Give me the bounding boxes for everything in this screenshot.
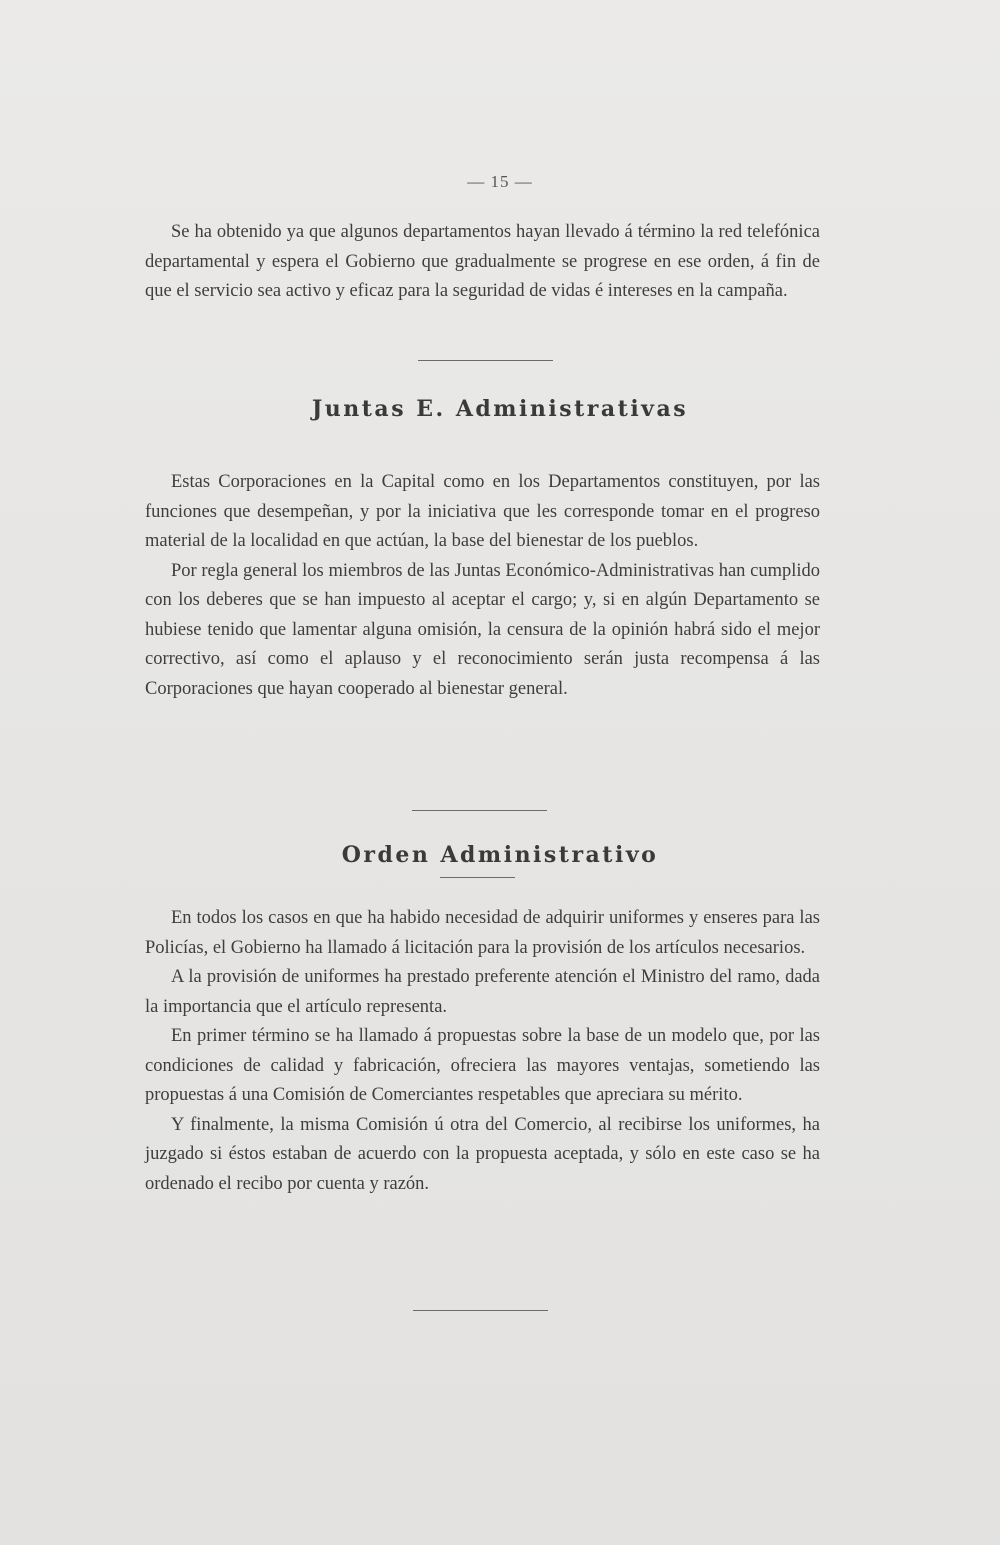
paragraph: En todos los casos en que ha habido necesidad de adquirir uniformes y enseres para las Policías, el Gobierno ha llamado á licitación para la provisión de los artículos necesarios. xyxy=(145,908,820,958)
paragraph: Por regla general los miembros de las Juntas Económico-Administrativas han cumplido con los deberes que se han impuesto al aceptar el cargo; y, si en algún Departamento se hubiese tenido que lamentar alguna omisión, la censura de la opinión habrá sido el mejor correctivo, así como el aplauso y el reconocimiento serán justa recompensa á las Corporaciones que hayan cooperado al bienestar general. xyxy=(145,560,820,699)
paragraph: A la provisión de uniformes ha prestado preferente atención el Ministro del ramo, dada la importancia que el artículo representa. xyxy=(145,967,820,1017)
paragraph: Estas Corporaciones en la Capital como en los Departamentos constituyen, por las funciones que desempeñan, y por la iniciativa que les corresponde tomar en el progreso material de la localidad en que actúan, la base del bienestar de los pueblos. xyxy=(145,472,820,551)
divider xyxy=(412,810,547,811)
divider xyxy=(413,1310,548,1311)
section-juntas-text xyxy=(145,468,820,704)
page-number: — 15 — xyxy=(467,172,533,191)
section-heading-juntas: Juntas E. Administrativas xyxy=(311,396,689,422)
heading-underline xyxy=(440,877,515,878)
divider xyxy=(418,360,553,361)
paragraph: En primer término se ha llamado á propuestas sobre la base de un modelo que, por las condiciones de calidad y fabricación, ofreciera las mayores ventajas, sometiendo las propuestas á una Comisión de Comerciantes respetables que apreciara su mérito. xyxy=(145,1026,820,1105)
paragraph: Y finalmente, la misma Comisión ú otra del Comercio, al recibirse los uniformes, ha juzgado si éstos estaban de acuerdo con la propuesta aceptada, y sólo en este caso se ha ordenado el recibo por cuenta y razón. xyxy=(145,1114,820,1194)
paragraph: Se ha obtenido ya que algunos departamentos hayan llevado á término la red telefónica departamental y espera el Gobierno que gradualmente se progrese en ese orden, á fin de que el servicio sea activo y eficaz para la seguridad de vidas é intereses en la campaña. xyxy=(145,222,820,301)
section-orden-text xyxy=(145,904,820,1199)
section-heading-orden: Orden Administrativo xyxy=(341,842,659,868)
intro-text xyxy=(145,218,820,307)
